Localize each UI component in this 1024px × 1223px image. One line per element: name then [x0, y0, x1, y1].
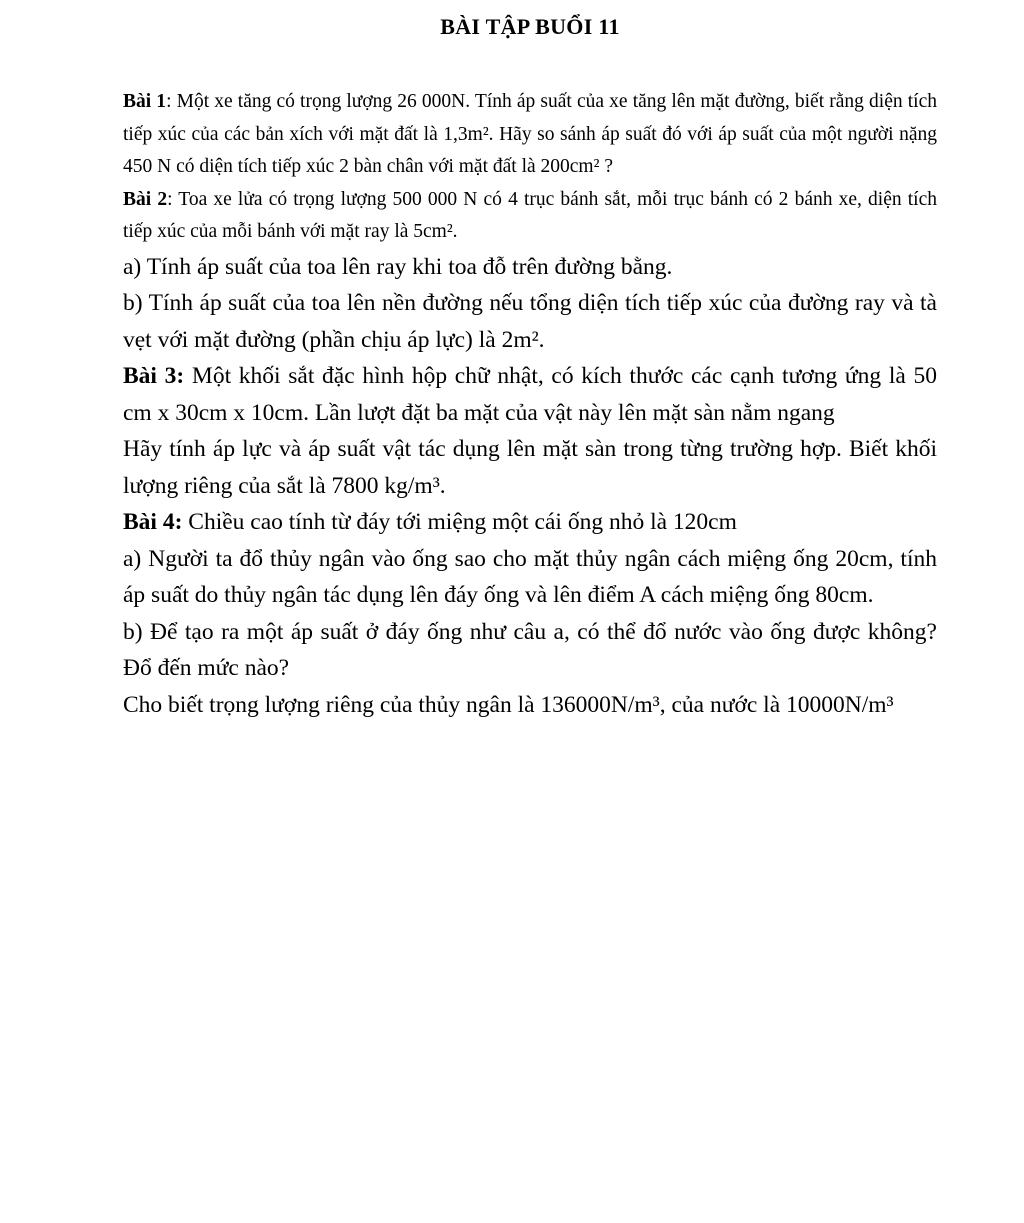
paragraph-text: a) Người ta đổ thủy ngân vào ống sao cho mặt thủy ngân cách miệng ống 20cm, tính áp suất do thủy ngân tác dụng lên đáy ống và lên điểm A cách miệng ống 80cm.	[123, 545, 937, 608]
paragraph	[123, 358, 937, 431]
paragraph-text: b) Tính áp suất của toa lên nền đường nếu tổng diện tích tiếp xúc của đường ray và tà vẹt với mặt đường (phần chịu áp lực) là 2m².	[123, 290, 937, 353]
paragraph	[123, 184, 937, 249]
paragraph-text: Cho biết trọng lượng riêng của thủy ngân là 136000N/m³, của nước là 10000N/m³	[123, 691, 894, 718]
paragraph	[123, 431, 937, 504]
paragraph-label: Bài 2	[123, 188, 168, 210]
paragraph-text: a) Tính áp suất của toa lên ray khi toa đỗ trên đường bằng.	[123, 253, 673, 280]
paragraph	[123, 687, 937, 724]
paragraph-text: : Toa xe lửa có trọng lượng 500 000 N có 4 trục bánh sắt, mỗi trục bánh có 2 bánh xe, diện tích tiếp xúc của mỗi bánh với mặt ray là 5cm².	[123, 188, 937, 242]
paragraph-label: Bài 4:	[123, 509, 183, 535]
paragraph	[123, 541, 937, 614]
paragraph	[123, 504, 937, 541]
paragraph-label: Bài 1	[123, 91, 167, 112]
paragraph-text: b) Để tạo ra một áp suất ở đáy ống như câu a, có thể đổ nước vào ống được không? Đổ đến mức nào?	[123, 618, 937, 681]
paragraph-text: Chiều cao tính từ đáy tới miệng một cái ống nhỏ là 120cm	[182, 509, 737, 535]
paragraph	[123, 249, 937, 286]
paragraph	[123, 614, 937, 687]
paragraph	[123, 86, 937, 184]
paragraph-text: Hãy tính áp lực và áp suất vật tác dụng lên mặt sàn trong từng trường hợp. Biết khối lượng riêng của sắt là 7800 kg/m³.	[123, 436, 937, 499]
paragraph-text: : Một xe tăng có trọng lượng 26 000N. Tính áp suất của xe tăng lên mặt đường, biết rằng diện tích tiếp xúc của các bản xích với mặt đất là 1,3m². Hãy so sánh áp suất đó với áp suất của một người nặng 450 N có diện tích tiếp xúc 2 bàn chân với mặt đất là 200cm² ?	[123, 91, 937, 177]
page-title: BÀI TẬP BUỔI 11	[440, 14, 620, 39]
paragraph-text: Một khối sắt đặc hình hộp chữ nhật, có kích thước các cạnh tương ứng là 50 cm x 30cm x 10cm. Lần lượt đặt ba mặt của vật này lên mặt sàn nằm ngang	[123, 363, 937, 426]
paragraph-label: Bài 3:	[123, 363, 185, 389]
document-body	[123, 86, 937, 723]
paragraph	[123, 285, 937, 358]
